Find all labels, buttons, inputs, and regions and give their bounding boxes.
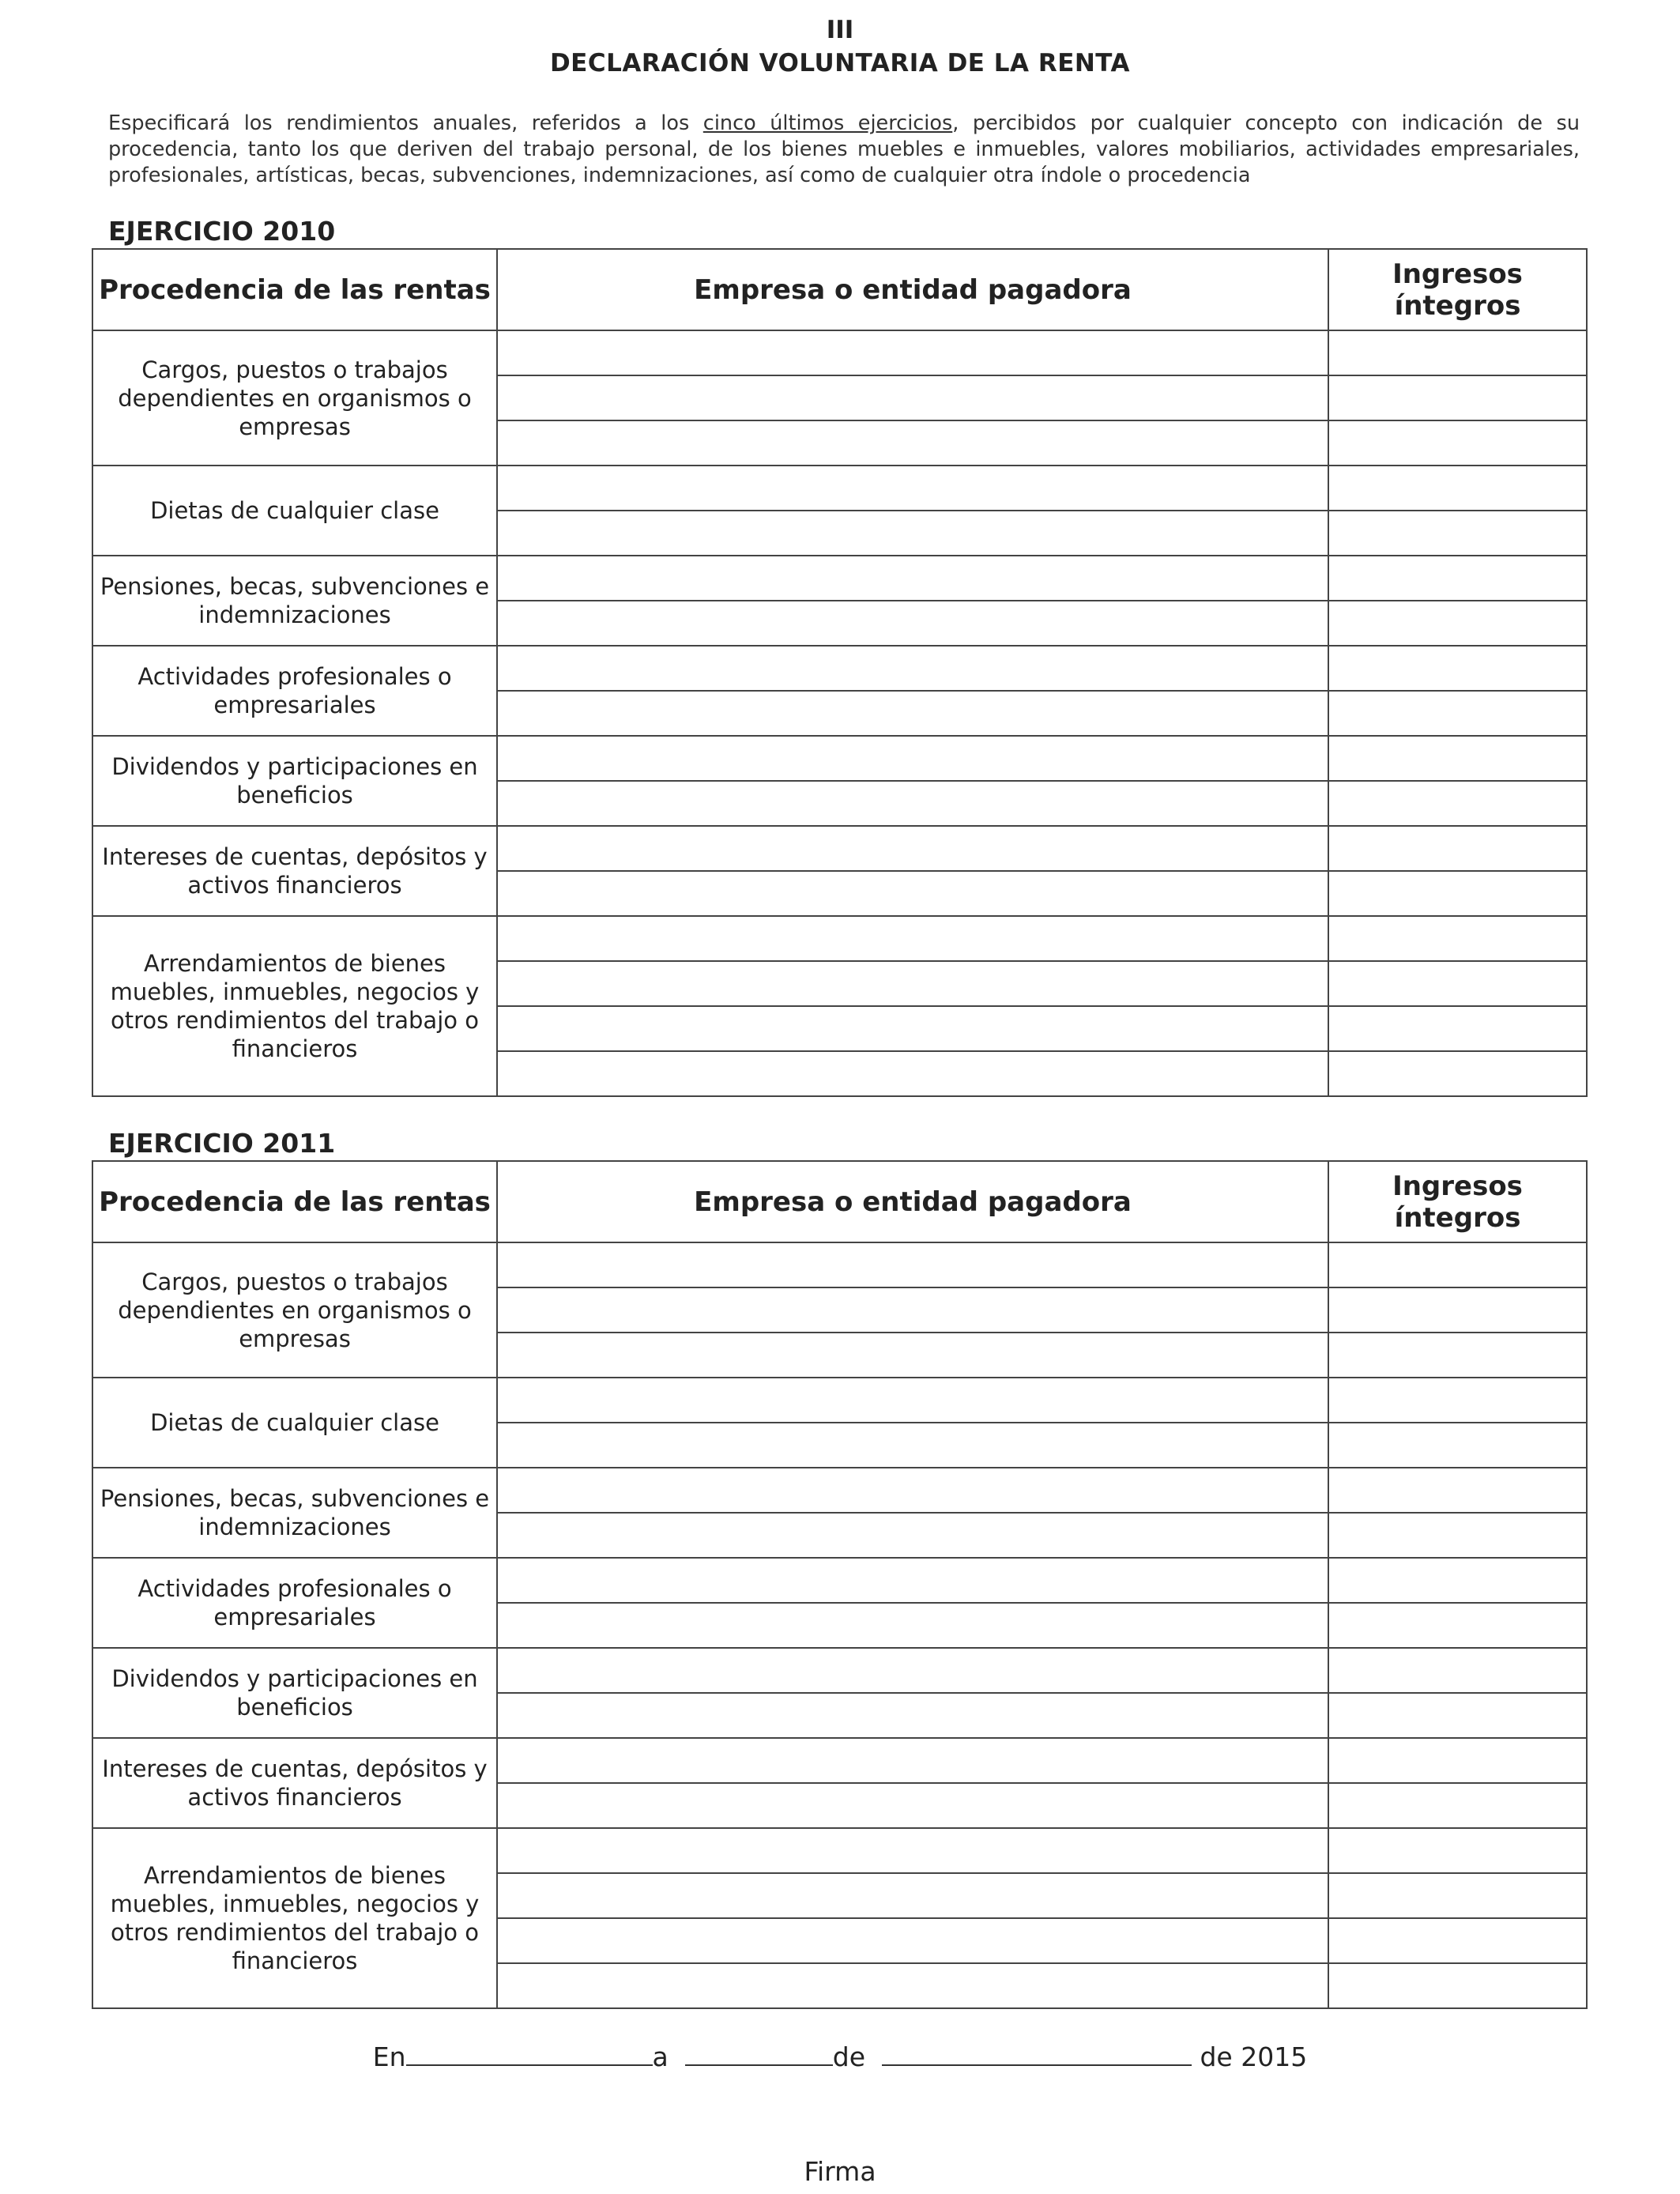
ingresos-entry-cell[interactable] (1328, 916, 1587, 961)
ingresos-entry-cell[interactable] (1328, 330, 1587, 375)
ingresos-entry-cell[interactable] (1328, 826, 1587, 871)
ingresos-entry-cell[interactable] (1328, 420, 1587, 466)
empresa-entry-cell[interactable] (497, 1287, 1328, 1333)
ingresos-entry-cell[interactable] (1328, 1378, 1587, 1423)
footer-a-label: a (652, 2041, 669, 2072)
ingresos-entry-cell[interactable] (1328, 1333, 1587, 1378)
intro-text-start: Especificará los rendimientos anuales, referidos a los (108, 111, 703, 135)
section-roman-numeral: III (826, 16, 854, 44)
empresa-entry-cell[interactable] (497, 916, 1328, 961)
empresa-entry-cell[interactable] (497, 1378, 1328, 1423)
ejercicio-2010-label: EJERCICIO 2010 (108, 216, 336, 247)
empresa-entry-cell[interactable] (497, 1783, 1328, 1828)
table-row (92, 736, 1587, 781)
category-label: Cargos, puestos o trabajos dependientes en organismos o empresas (92, 330, 497, 466)
empresa-entry-cell[interactable] (497, 646, 1328, 691)
table-row (92, 1378, 1587, 1423)
ingresos-entry-cell[interactable] (1328, 1006, 1587, 1051)
month-blank-field[interactable] (882, 2039, 1192, 2066)
table-row (92, 1558, 1587, 1603)
category-label: Pensiones, becas, subvenciones e indemnizaciones (92, 1468, 497, 1558)
ingresos-entry-cell[interactable] (1328, 1738, 1587, 1783)
category-label: Cargos, puestos o trabajos dependientes en organismos o empresas (92, 1242, 497, 1378)
footer-year-label: de 2015 (1200, 2041, 1308, 2072)
document-title: DECLARACIÓN VOLUNTARIA DE LA RENTA (549, 49, 1131, 77)
empresa-entry-cell[interactable] (497, 375, 1328, 420)
ejercicio-2011-table (92, 1160, 1588, 2009)
ingresos-entry-cell[interactable] (1328, 466, 1587, 511)
empresa-entry-cell[interactable] (497, 1513, 1328, 1558)
category-label: Dietas de cualquier clase (92, 466, 497, 556)
empresa-entry-cell[interactable] (497, 1738, 1328, 1783)
header-row (92, 249, 1587, 330)
ingresos-entry-cell[interactable] (1328, 646, 1587, 691)
footer-de-label: de (832, 2041, 865, 2072)
category-label: Arrendamientos de bienes muebles, inmuebles, negocios y otros rendimientos del trabajo o financieros (92, 1828, 497, 2008)
ingresos-entry-cell[interactable] (1328, 871, 1587, 916)
place-blank-field[interactable] (406, 2039, 653, 2066)
intro-paragraph (108, 111, 1580, 189)
empresa-entry-cell[interactable] (497, 736, 1328, 781)
header-row (92, 1161, 1587, 1242)
ingresos-entry-cell[interactable] (1328, 1783, 1587, 1828)
empresa-entry-cell[interactable] (497, 601, 1328, 646)
category-label: Pensiones, becas, subvenciones e indemnizaciones (92, 556, 497, 646)
category-label: Intereses de cuentas, depósitos y activos financieros (92, 1738, 497, 1828)
empresa-entry-cell[interactable] (497, 1918, 1328, 1963)
table-row (92, 1468, 1587, 1513)
ingresos-entry-cell[interactable] (1328, 511, 1587, 556)
category-label: Actividades profesionales o empresariales (92, 646, 497, 736)
intro-underlined-text: cinco últimos ejercicios (703, 111, 953, 135)
ingresos-entry-cell[interactable] (1328, 781, 1587, 826)
table-row (92, 556, 1587, 601)
intro-text-end: , percibidos por cualquier concepto con indicación de su procedencia, tanto los que deriven del trabajo personal, de los bienes muebles e inmuebles, valores mobiliarios, actividades empresariales, profesionales, artísticas, becas, subvenciones, indemnizaciones, así como de cualquier otra índole o procedencia (108, 111, 1580, 187)
category-label: Dividendos y participaciones en beneficios (92, 736, 497, 826)
empresa-entry-cell[interactable] (497, 1333, 1328, 1378)
empresa-entry-cell[interactable] (497, 511, 1328, 556)
empresa-entry-cell[interactable] (497, 1648, 1328, 1693)
ingresos-header: Ingresos íntegros (1328, 249, 1587, 330)
table-row (92, 646, 1587, 691)
ingresos-entry-cell[interactable] (1328, 1051, 1587, 1096)
table-row (92, 1648, 1587, 1693)
category-label: Intereses de cuentas, depósitos y activos financieros (92, 826, 497, 916)
ingresos-entry-cell[interactable] (1328, 1513, 1587, 1558)
category-label: Dietas de cualquier clase (92, 1378, 497, 1468)
procedencia-header: Procedencia de las rentas (92, 249, 497, 330)
table-row (92, 826, 1587, 871)
empresa-entry-cell[interactable] (497, 1963, 1328, 2008)
signature-place-date-line (0, 2039, 1680, 2072)
ingresos-entry-cell[interactable] (1328, 1918, 1587, 1963)
empresa-entry-cell[interactable] (497, 781, 1328, 826)
empresa-entry-cell[interactable] (497, 871, 1328, 916)
empresa-entry-cell[interactable] (497, 691, 1328, 736)
ejercicio-2011-label: EJERCICIO 2011 (108, 1128, 336, 1159)
table-row (92, 1738, 1587, 1783)
table-row (92, 1242, 1587, 1287)
ingresos-entry-cell[interactable] (1328, 1873, 1587, 1918)
table-row (92, 330, 1587, 375)
ingresos-entry-cell[interactable] (1328, 1468, 1587, 1513)
empresa-entry-cell[interactable] (497, 826, 1328, 871)
ingresos-entry-cell[interactable] (1328, 1693, 1587, 1738)
ejercicio-2010-table (92, 248, 1588, 1097)
empresa-entry-cell[interactable] (497, 466, 1328, 511)
ingresos-entry-cell[interactable] (1328, 1242, 1587, 1287)
empresa-entry-cell[interactable] (497, 1423, 1328, 1468)
category-label: Actividades profesionales o empresariales (92, 1558, 497, 1648)
ingresos-entry-cell[interactable] (1328, 1828, 1587, 1873)
procedencia-header: Procedencia de las rentas (92, 1161, 497, 1242)
ingresos-entry-cell[interactable] (1328, 556, 1587, 601)
empresa-entry-cell[interactable] (497, 961, 1328, 1006)
empresa-entry-cell[interactable] (497, 1051, 1328, 1096)
empresa-entry-cell[interactable] (497, 1693, 1328, 1738)
category-label: Arrendamientos de bienes muebles, inmuebles, negocios y otros rendimientos del trabajo o financieros (92, 916, 497, 1096)
table-row (92, 1828, 1587, 1873)
empresa-entry-cell[interactable] (497, 1828, 1328, 1873)
empresa-entry-cell[interactable] (497, 420, 1328, 466)
ingresos-entry-cell[interactable] (1328, 736, 1587, 781)
empresa-entry-cell[interactable] (497, 1873, 1328, 1918)
table-row (92, 916, 1587, 961)
footer-en-label: En (372, 2041, 406, 2072)
ingresos-entry-cell[interactable] (1328, 601, 1587, 646)
signature-label: Firma (804, 2156, 876, 2187)
empresa-entry-cell[interactable] (497, 330, 1328, 375)
empresa-entry-cell[interactable] (497, 1603, 1328, 1648)
ingresos-entry-cell[interactable] (1328, 1603, 1587, 1648)
empresa-entry-cell[interactable] (497, 556, 1328, 601)
ingresos-entry-cell[interactable] (1328, 691, 1587, 736)
ingresos-entry-cell[interactable] (1328, 1287, 1587, 1333)
empresa-entry-cell[interactable] (497, 1242, 1328, 1287)
category-label: Dividendos y participaciones en beneficios (92, 1648, 497, 1738)
empresa-entry-cell[interactable] (497, 1468, 1328, 1513)
empresa-entry-cell[interactable] (497, 1006, 1328, 1051)
empresa-header: Empresa o entidad pagadora (497, 1161, 1328, 1242)
empresa-header: Empresa o entidad pagadora (497, 249, 1328, 330)
ingresos-entry-cell[interactable] (1328, 1963, 1587, 2008)
table-row (92, 466, 1587, 511)
ingresos-entry-cell[interactable] (1328, 1558, 1587, 1603)
ingresos-entry-cell[interactable] (1328, 961, 1587, 1006)
ingresos-entry-cell[interactable] (1328, 1648, 1587, 1693)
day-blank-field[interactable] (685, 2039, 833, 2066)
ingresos-header: Ingresos íntegros (1328, 1161, 1587, 1242)
empresa-entry-cell[interactable] (497, 1558, 1328, 1603)
ingresos-entry-cell[interactable] (1328, 375, 1587, 420)
ingresos-entry-cell[interactable] (1328, 1423, 1587, 1468)
